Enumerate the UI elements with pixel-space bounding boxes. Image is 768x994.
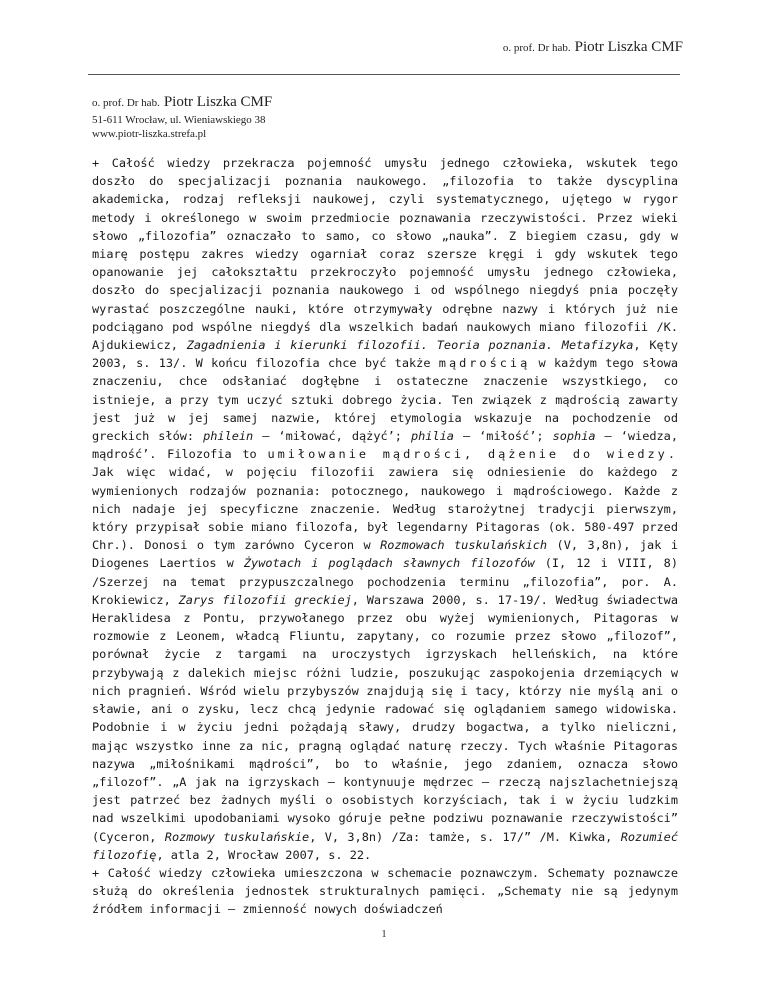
text-segment: (V, 3,8n), jak i Diogenes Laertios w bbox=[92, 538, 678, 571]
author-address: 51-611 Wrocław, ul. Wieniawskiego 38 bbox=[92, 114, 266, 126]
text-segment: + Całość wiedzy człowieka umieszczona w schemacie poznawczym. Schematy poznawcze służą do określenia jednostek strukturalnych pamięci. „Schematy nie są jedynym źródłem informacji – zmienność nowych doświadczeń bbox=[92, 865, 678, 917]
author-info bbox=[92, 92, 272, 141]
header-divider bbox=[88, 74, 680, 75]
paragraph-1 bbox=[92, 154, 678, 864]
italic-text: Zagadnienia i kierunki filozofii. Teoria poznania. Metafizyka bbox=[186, 338, 634, 353]
text-segment: , Warszawa 2000, s. 17-19/. Według świadectwa Heraklidesa z Pontu, przywołanego przez obu wyżej wymienionych, Pitagoras w rozmowie z Leonem, władcą Fliuntu, zapytany, co rozumie przez słowo „filozof”, porównał życie z targami na uroczystych igrzyskach helleńskich, na które przybywają z dalekich miejsc różni ludzie, poszukując zaspokojenia drzemiących w nich pragnień. Wśród wielu przybyszów znajdują się i tacy, którzy nie myślą ani o sławie, ani o zysku, lecz chcą jedynie radować się oglądaniem samego widowiska. Podobnie i w życiu jedni pożądają sławy, drudzy bogactwa, a tylko nieliczni, mając wszystko inne za nic, pragną oglądać naturę rzeczy. Tych właśnie Pitagoras nazywa „miłośnikami mądrości”, bo to właśnie, jego zdaniem, oznacza słowo „filozof”. „A jak na igrzyskach – kontynuuje mędrzec – rzeczą najszlachetniejszą jest patrzeć bez żadnych myśli o osobistych korzyściach, tak i w życiu ludzkim nad wszelkimi upodobaniami wysoko góruje pełne podziwu poznawanie rzeczywistości” (Cyceron, bbox=[92, 592, 678, 844]
running-header bbox=[503, 38, 683, 56]
paragraph-2 bbox=[92, 864, 678, 919]
italic-text: philia bbox=[410, 429, 454, 444]
italic-text: Rozmowy tuskulańskie bbox=[164, 829, 310, 844]
author-name-line bbox=[92, 92, 272, 113]
text-segment: + Całość wiedzy przekracza pojemność umysłu jednego człowieka, wskutek tego doszło do specjalizacji poznania naukowego. „filozofia to także dyscyplina akademicka, rodzaj refleksji naukowej, czyli systematycznego, ujętego w rygor metody i określonego w swoim przedmiocie poznawania rzeczywistości. Przez wieki słowo „filozofia” oznaczało to samo, co słowo „nauka”. Z biegiem czasu, gdy w miarę postępu zakres wiedzy ogarniał coraz szersze kręgi i gdy wskutek tego opanowanie jej całokształtu przekroczyło pojemność umysłu jednego człowieka, doszło do specjalizacji poznania naukowego i od wspólnego niegdyś pnia poczęły wyrastać poszczególne nauki, które otrzymywały odrębne nazwy i których już nie podciągano pod wspólne niegdyś dla wszelkich badań naukowych miano filozofii /K. Ajdukiewicz, bbox=[92, 156, 678, 353]
text-segment: w każdym tego słowa znaczeniu, chce odsłaniać dogłębne i ostateczne znaczenie wszystkiego, co istnieje, a przy tym uczyć sztuki dobrego życia. Ten związek z mądrością zawarty jest już w jej samej nazwie, której etymologia wskazuje na pochodzenie od greckich słów: bbox=[92, 356, 678, 444]
italic-text: Zarys filozofii greckiej bbox=[178, 592, 352, 607]
spaced-emphasis-text: umiłowanie mądrości, dążenie do wiedzy. bbox=[267, 447, 678, 462]
text-segment: Jak więc widać, w pojęciu filozofii zawiera się odniesienie do każdego z wymienionych rodzajów poznania: potocznego, naukowego i mądrościowego. Każde z nich nadaje jej specyficzne znaczenie. Według starożytnej tradycji pierwszym, który przypisał sobie miano filozofa, był legendarny Pitagoras (ok. 580-497 przed Chr.). Donosi o tym zarówno Cyceron w bbox=[92, 465, 678, 553]
text-segment: – ‘miłować, dążyć’; bbox=[253, 429, 411, 444]
italic-text: Rozmowach tuskulańskich bbox=[380, 538, 548, 553]
page-number: 1 bbox=[381, 928, 387, 940]
text-segment: – ‘miłość’; bbox=[453, 429, 553, 444]
author-title-prefix: o. prof. Dr hab. bbox=[92, 97, 160, 109]
header-author-name: Piotr Liszka CMF bbox=[574, 39, 683, 55]
author-name: Piotr Liszka CMF bbox=[163, 94, 273, 110]
italic-text: Rozumieć filozofię bbox=[92, 829, 678, 862]
spaced-emphasis-text: mądrością bbox=[438, 356, 531, 371]
header-title-prefix: o. prof. Dr hab. bbox=[502, 42, 571, 54]
text-segment: (I, 12 i VIII, 8) /Szerzej na temat przypuszczalnego pochodzenia terminu „filozofia”, por. A. Krokiewicz, bbox=[92, 556, 678, 607]
italic-text: philein bbox=[203, 429, 254, 444]
italic-text: sophia bbox=[552, 429, 596, 444]
author-website: www.piotr-liszka.strefa.pl bbox=[92, 128, 207, 140]
italic-text: Żywotach i poglądach sławnych filozofów bbox=[243, 556, 535, 571]
text-segment: , V, 3,8n) /Za: tamże, s. 17/” /M. Kiwka, bbox=[309, 829, 621, 844]
text-segment: , atla 2, Wrocław 2007, s. 22. bbox=[156, 847, 372, 862]
body-text bbox=[92, 154, 678, 919]
text-segment: – ‘wiedza, mądrość’. Filozofia to bbox=[92, 429, 678, 462]
text-segment: , Kęty 2003, s. 13/. W końcu filozofia chce być także bbox=[92, 338, 679, 371]
